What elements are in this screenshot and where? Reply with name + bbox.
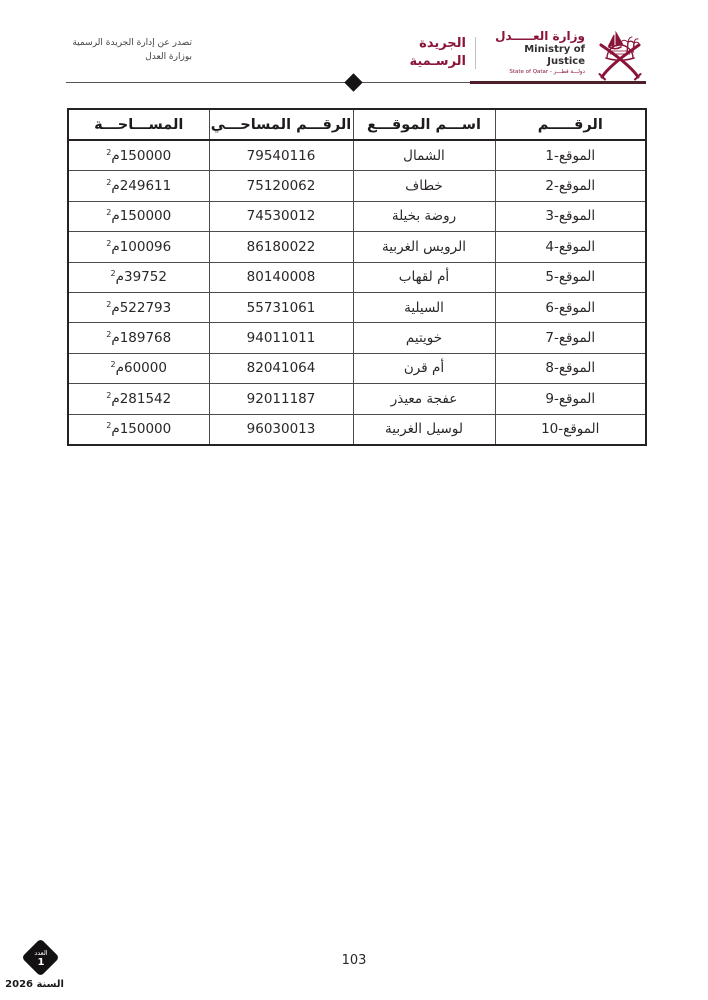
cell-cadastral: 80140008 <box>209 262 353 292</box>
ministry-name-english: Ministry of Justice <box>524 43 585 68</box>
cell-cadastral: 94011011 <box>209 323 353 353</box>
state-of-qatar-line: دولـــة قطـــر - State of Qatar <box>509 68 585 75</box>
cell-site-name: الرويس الغربية <box>353 232 495 262</box>
table-row <box>68 353 646 383</box>
table-row <box>68 232 646 262</box>
ministry-name-arabic: وزارة العـــــدل <box>495 29 585 44</box>
sites-table-header <box>68 109 646 140</box>
cell-number: الموقع-1 <box>495 140 646 171</box>
cell-site-name: أم لقهاب <box>353 262 495 292</box>
column-header-cadastral: الرقـــم المساحـــي <box>209 109 353 140</box>
column-header-number: الرقـــــم <box>495 109 646 140</box>
cell-number: الموقع-5 <box>495 262 646 292</box>
cell-number: الموقع-10 <box>495 414 646 445</box>
sites-table <box>67 108 647 446</box>
cell-area: 150000م$^2$ <box>68 414 209 445</box>
issued-by-line1: تصدر عن إدارة الجريدة الرسمية <box>72 38 192 48</box>
cell-number: الموقع-2 <box>495 171 646 201</box>
column-header-site-name: اســـم الموقـــع <box>353 109 495 140</box>
cell-cadastral: 92011187 <box>209 384 353 414</box>
cell-site-name: لوسيل الغربية <box>353 414 495 445</box>
table-row <box>68 201 646 231</box>
header-rule-diamond-icon <box>344 73 362 91</box>
cell-site-name: أم قرن <box>353 353 495 383</box>
cell-area: 189768م$^2$ <box>68 323 209 353</box>
header-branding <box>409 24 646 82</box>
ministry-block <box>485 29 585 76</box>
header-rule-accent <box>470 81 646 84</box>
table-row <box>68 292 646 322</box>
gazette-title-line2: الرسـمية <box>409 54 466 69</box>
cell-number: الموقع-9 <box>495 384 646 414</box>
table-row <box>68 323 646 353</box>
page-number: 103 <box>341 953 367 968</box>
cell-number: الموقع-8 <box>495 353 646 383</box>
cell-cadastral: 74530012 <box>209 201 353 231</box>
cell-site-name: خطاف <box>353 171 495 201</box>
cell-site-name: عفجة معيذر <box>353 384 495 414</box>
table-row <box>68 414 646 445</box>
gazette-title <box>409 35 466 70</box>
cell-area: 522793م$^2$ <box>68 292 209 322</box>
qatar-moj-emblem-icon <box>594 25 646 81</box>
cell-cadastral: 82041064 <box>209 353 353 383</box>
header-divider <box>475 37 476 69</box>
issued-by-line2: بوزارة العدل <box>145 51 192 62</box>
cell-site-name: السيلية <box>353 292 495 322</box>
cell-number: الموقع-7 <box>495 323 646 353</box>
cell-area: 249611م$^2$ <box>68 171 209 201</box>
cell-cadastral: 96030013 <box>209 414 353 445</box>
cell-area: 150000م$^2$ <box>68 201 209 231</box>
cell-number: الموقع-4 <box>495 232 646 262</box>
cell-cadastral: 75120062 <box>209 171 353 201</box>
cell-area: 150000م$^2$ <box>68 140 209 171</box>
cell-cadastral: 79540116 <box>209 140 353 171</box>
table-row <box>68 171 646 201</box>
cell-site-name: روضة بخيلة <box>353 201 495 231</box>
cell-area: 60000م$^2$ <box>68 353 209 383</box>
table-row <box>68 262 646 292</box>
table-row <box>68 140 646 171</box>
issue-number: 1 <box>37 957 45 969</box>
cell-number: الموقع-6 <box>495 292 646 322</box>
table-body <box>68 140 646 445</box>
cell-cadastral: 55731061 <box>209 292 353 322</box>
issue-year: السنة 2026 <box>5 979 64 990</box>
issue-label: العدد <box>34 948 48 957</box>
column-header-area: المســـاحـــة <box>68 109 209 140</box>
cell-area: 100096م$^2$ <box>68 232 209 262</box>
issued-by-note <box>64 37 192 65</box>
cell-area: 39752م$^2$ <box>68 262 209 292</box>
cell-site-name: الشمال <box>353 140 495 171</box>
cell-cadastral: 86180022 <box>209 232 353 262</box>
table-row <box>68 384 646 414</box>
cell-number: الموقع-3 <box>495 201 646 231</box>
cell-area: 281542م$^2$ <box>68 384 209 414</box>
gazette-title-line1: الجريدة <box>419 36 466 52</box>
cell-site-name: خويتيم <box>353 323 495 353</box>
